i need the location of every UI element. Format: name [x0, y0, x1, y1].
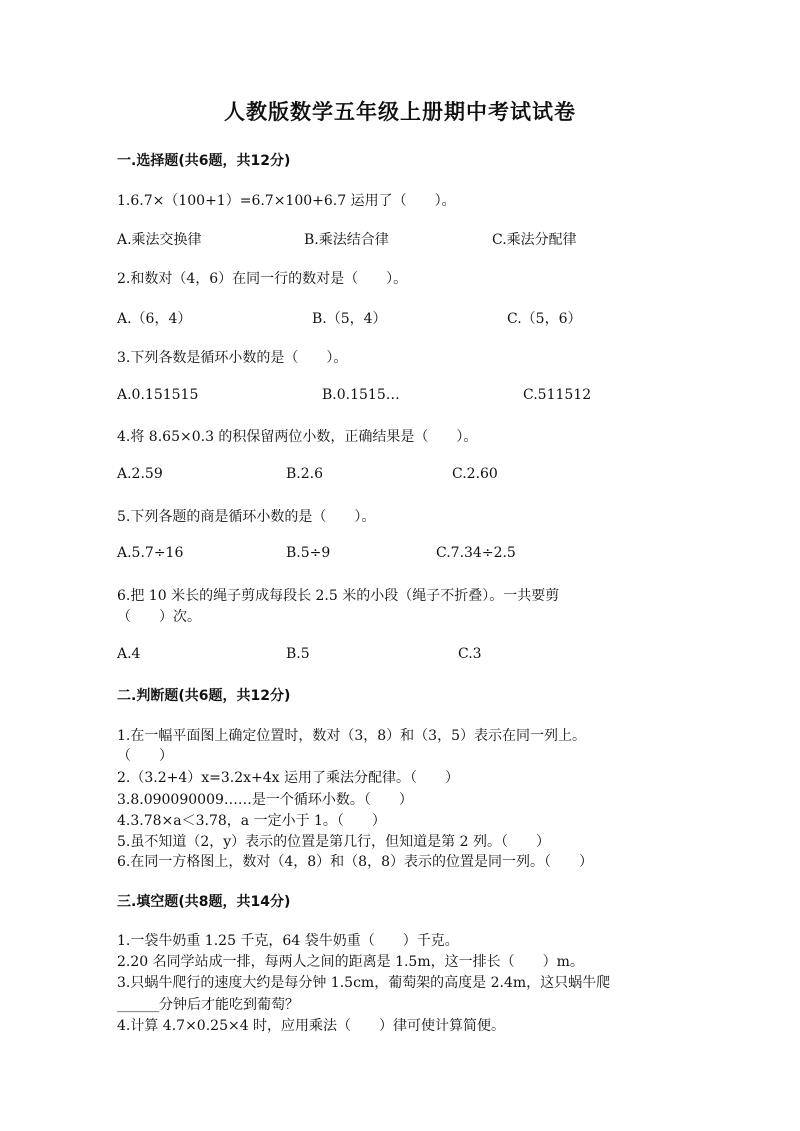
- choice-q4-option-b: B.2.6: [286, 466, 324, 482]
- choice-q1-option-a: A.乘法交换律: [117, 232, 202, 248]
- choice-q3-option-c: C.511512: [523, 387, 592, 403]
- choice-q3-option-a: A.0.151515: [117, 387, 199, 403]
- fill-question-3-line-1: 3.只蜗牛爬行的速度大约是每分钟 1.5cm，葡萄架的高度是 2.4m，这只蜗牛爬: [117, 975, 611, 991]
- judge-question-3: 3.8.090090009……是一个循环小数。（ ）: [117, 792, 413, 808]
- choice-question-4: 4.将 8.65×0.3 的积保留两位小数，正确结果是（ ）。: [117, 429, 478, 445]
- page-title: 人教版数学五年级上册期中考试试卷: [224, 99, 576, 124]
- choice-q1-option-b: B.乘法结合律: [304, 232, 389, 248]
- judge-question-1-line-2: （ ）: [117, 748, 173, 764]
- choice-q2-option-a: A.（6，4）: [117, 311, 192, 327]
- choice-q4-option-c: C.2.60: [452, 466, 498, 482]
- fill-question-1: 1.一袋牛奶重 1.25 千克，64 袋牛奶重（ ）千克。: [117, 933, 459, 949]
- choice-q1-option-c: C.乘法分配律: [492, 232, 577, 248]
- choice-q2-option-b: B.（5，4）: [312, 311, 387, 327]
- judge-question-4: 4.3.78×a＜3.78，a 一定小于 1。（ ）: [117, 813, 386, 829]
- judge-question-1-line-1: 1.在一幅平面图上确定位置时，数对（3，8）和（3，5）表示在同一列上。: [117, 728, 586, 744]
- judge-question-2: 2.（3.2+4）x=3.2x+4x 运用了乘法分配律。（ ）: [117, 770, 460, 786]
- choice-q5-option-a: A.5.7÷16: [117, 545, 184, 561]
- fill-question-3-line-2: ______分钟后才能吃到葡萄？: [117, 997, 299, 1013]
- choice-q5-option-b: B.5÷9: [286, 545, 331, 561]
- fill-question-4: 4.计算 4.7×0.25×4 时，应用乘法（ ）律可使计算简便。: [117, 1018, 506, 1034]
- section-heading-fill: 三.填空题(共8题，共14分): [117, 894, 291, 910]
- section-heading-choice: 一.选择题(共6题，共12分): [117, 153, 291, 169]
- choice-q6-option-c: C.3: [458, 646, 482, 662]
- choice-question-3: 3.下列各数是循环小数的是（ ）。: [117, 350, 348, 366]
- choice-q5-option-c: C.7.34÷2.5: [436, 545, 516, 561]
- choice-question-6-line-1: 6.把 10 米长的绳子剪成每段长 2.5 米的小段（绳子不折叠）。一共要剪: [117, 588, 560, 604]
- judge-question-5: 5.虽不知道（2，y）表示的位置是第几行，但知道是第 2 列。（ ）: [117, 834, 550, 850]
- choice-q3-option-b: B.0.1515…: [322, 387, 400, 403]
- choice-question-1: 1.6.7×（100+1）=6.7×100+6.7 运用了（ ）。: [117, 193, 456, 209]
- choice-q6-option-b: B.5: [286, 646, 310, 662]
- choice-question-6-line-2: （ ）次。: [117, 609, 201, 625]
- choice-question-2: 2.和数对（4，6）在同一行的数对是（ ）。: [117, 271, 408, 287]
- choice-q6-option-a: A.4: [117, 646, 141, 662]
- fill-question-2: 2.20 名同学站成一排，每两人之间的距离是 1.5m，这一排长（ ）m。: [117, 954, 584, 970]
- choice-q2-option-c: C.（5，6）: [507, 311, 582, 327]
- choice-q4-option-a: A.2.59: [117, 466, 163, 482]
- judge-question-6: 6.在同一方格图上，数对（4，8）和（8，8）表示的位置是同一列。（ ）: [117, 854, 593, 870]
- section-heading-judge: 二.判断题(共6题，共12分): [117, 688, 291, 704]
- choice-question-5: 5.下列各题的商是循环小数的是（ ）。: [117, 509, 376, 525]
